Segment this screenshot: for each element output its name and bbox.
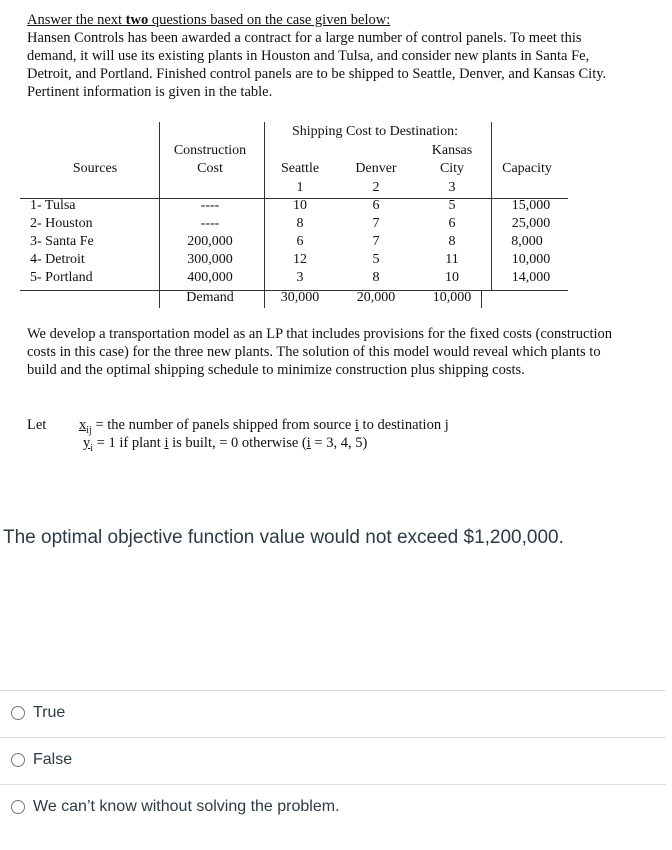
construction-label: Construction: [173, 143, 247, 158]
cost-kansas-city: 8: [448, 234, 456, 249]
heading-text: Answer the next: [27, 12, 126, 28]
cost-kansas-city: 5: [448, 198, 456, 213]
x-subscript: ij: [86, 424, 92, 436]
table-divider-cost: [159, 122, 160, 308]
dest-num-3: 3: [448, 180, 456, 195]
y-index: i: [164, 435, 169, 451]
source-name: 4- Detroit: [30, 252, 85, 267]
y-subscript: i: [90, 442, 94, 454]
y-index-range: i: [306, 435, 311, 451]
x-index: i: [354, 417, 359, 433]
dest-kansas-city: City: [439, 161, 465, 176]
model-description: We develop a transportation model as an LP that includes provisions for the fixed costs (construction costs in this case) for the three new plants. The solution of this model would reveal which plants to build and the optimal shipping schedule to minimize construction plus shipping costs.: [27, 326, 613, 378]
dest-seattle: Seattle: [280, 161, 320, 176]
cost-seattle: 10: [293, 198, 307, 213]
table-divider-shipping: [264, 122, 265, 308]
demand-denver: 20,000: [356, 290, 396, 305]
case-heading: [27, 11, 632, 29]
capacity-value: 15,000: [511, 198, 551, 213]
cost-kansas-city: 6: [448, 216, 456, 231]
y-text: = 1 if plant: [93, 435, 165, 451]
cost-seattle: 12: [293, 252, 307, 267]
cost-denver: 8: [372, 270, 380, 285]
answer-option-unknown[interactable]: [0, 784, 666, 831]
capacity-value: 8,000: [511, 234, 543, 249]
cost-denver: 7: [372, 234, 380, 249]
option-label[interactable]: False: [33, 751, 73, 768]
cost-seattle: 8: [296, 216, 304, 231]
heading-bold: two: [125, 12, 149, 28]
demand-seattle: 30,000: [280, 290, 320, 305]
answer-option-true[interactable]: [0, 690, 666, 737]
construction-cost: ----: [200, 198, 220, 213]
option-label[interactable]: True: [33, 704, 66, 721]
question-statement: The optimal objective function value would not exceed $1,200,000.: [3, 527, 564, 548]
y-definition: [83, 434, 367, 458]
x-text-end: to destination j: [358, 417, 449, 433]
capacity-value: 10,000: [511, 252, 551, 267]
construction-cost: 200,000: [187, 234, 233, 249]
option-label[interactable]: We can’t know without solving the problem.: [33, 798, 340, 815]
capacity-label: Capacity: [502, 161, 552, 176]
dest-kansas: Kansas: [431, 143, 473, 158]
table-divider-capacity: [491, 122, 492, 290]
dest-num-1: 1: [296, 180, 304, 195]
cost-seattle: 6: [296, 234, 304, 249]
y-symbol: y: [83, 435, 91, 451]
source-name: 5- Portland: [30, 270, 93, 285]
radio-button[interactable]: [11, 753, 25, 767]
cost-denver: 7: [372, 216, 380, 231]
y-text-end: = 3, 4, 5): [310, 435, 368, 451]
answer-option-false[interactable]: [0, 737, 666, 784]
cost-kansas-city: 10: [445, 270, 459, 285]
y-text-mid: is built, = 0 otherwise (: [168, 435, 307, 451]
radio-button[interactable]: [11, 706, 25, 720]
demand-kansas-city: 10,000: [432, 290, 472, 305]
radio-button[interactable]: [11, 800, 25, 814]
shipping-header: Shipping Cost to Destination:: [291, 124, 459, 139]
cost-table: [20, 122, 568, 308]
heading-text-end: questions based on the case given below:: [148, 12, 391, 28]
construction-cost: 300,000: [187, 252, 233, 267]
source-name: 1- Tulsa: [30, 198, 76, 213]
case-text: Hansen Controls has been awarded a contract for a large number of control panels. To meet this demand, it will use its existing plants in Houston and Tulsa, and consider new plants in Santa Fe, Detroit, and Portland. Finished control panels are to be shipped to Seattle, Denver, and Kansas City. Pertinent information is given in the table.: [27, 30, 607, 100]
source-name: 2- Houston: [30, 216, 93, 231]
cost-seattle: 3: [296, 270, 304, 285]
dest-num-2: 2: [372, 180, 380, 195]
capacity-value: 25,000: [511, 216, 551, 231]
sources-label: Sources: [72, 161, 118, 176]
cost-denver: 6: [372, 198, 380, 213]
x-symbol: x: [79, 417, 87, 433]
construction-label-cost: Cost: [197, 161, 223, 176]
let-label: Let: [27, 417, 47, 433]
table-divider-demand: [481, 290, 482, 308]
construction-cost: ----: [200, 216, 220, 231]
x-text: = the number of panels shipped from source: [91, 417, 355, 433]
cost-denver: 5: [372, 252, 380, 267]
cost-kansas-city: 11: [445, 252, 459, 267]
case-description: [27, 11, 632, 101]
construction-cost: 400,000: [187, 270, 233, 285]
capacity-value: 14,000: [511, 270, 551, 285]
dest-denver: Denver: [355, 161, 397, 176]
source-name: 3- Santa Fe: [30, 234, 94, 249]
demand-label: Demand: [186, 290, 234, 305]
